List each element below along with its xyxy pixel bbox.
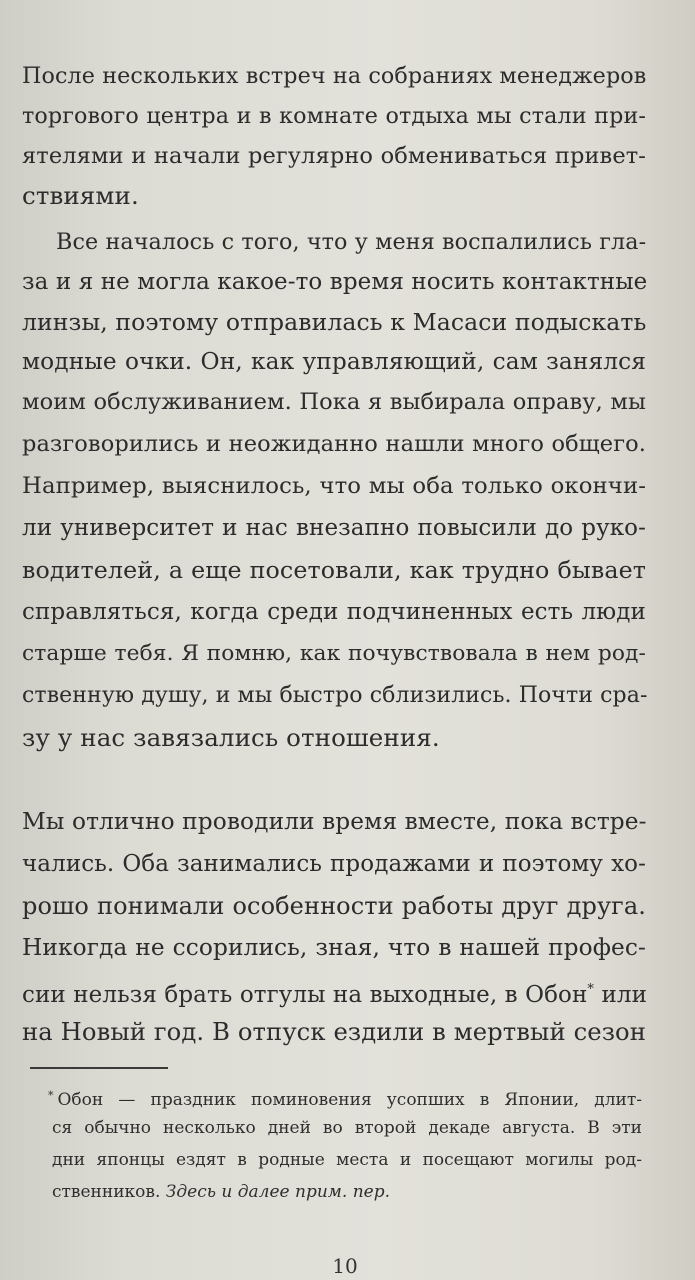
text-line-with-footnote-ref xyxy=(22,970,646,1010)
text-line: Никогда не ссорились, зная, что в нашей профес- xyxy=(22,934,646,961)
page-number: 10 xyxy=(332,1254,358,1278)
text-line: за и я не могла какое-то время носить контактные xyxy=(22,269,648,295)
text-line: ли университет и нас внезапно повысили до руко- xyxy=(22,515,646,541)
text-line: моим обслуживанием. Пока я выбирала оправу, мы xyxy=(22,389,646,415)
text-line: ятелями и начали регулярно обмениваться привет- xyxy=(22,143,646,169)
text-fragment: или xyxy=(594,982,648,1008)
text-line: ствиями. xyxy=(22,181,139,210)
translator-note: Здесь и далее прим. пер. xyxy=(165,1182,390,1202)
text-line: на Новый год. В отпуск ездили в мертвый сезон xyxy=(22,1017,646,1046)
text-line: зу у нас завязались отношения. xyxy=(22,723,440,752)
footnote-marker: * xyxy=(48,1089,54,1102)
text-line: ственную душу, и мы быстро сблизились. Почти сра- xyxy=(22,683,648,708)
text-fragment: сии нельзя брать отгулы на выходные, в Обон xyxy=(22,982,588,1008)
text-line: Все началось с того, что у меня воспалились гла- xyxy=(56,229,647,255)
footnote-divider xyxy=(30,1067,168,1069)
text-line: Например, выяснилось, что мы оба только окончи- xyxy=(22,473,646,499)
text-line: справляться, когда среди подчиненных есть люди xyxy=(22,599,646,625)
footnote-text: Обон — праздник поминовения усопших в Японии, длит- xyxy=(57,1090,642,1110)
text-line: разговорились и неожиданно нашли много общего. xyxy=(22,431,646,457)
text-line: торгового центра и в комнате отдыха мы стали при- xyxy=(22,103,646,129)
text-line: водителей, а еще посетовали, как трудно бывает xyxy=(22,556,646,584)
footnote-line xyxy=(52,1176,642,1208)
text-line: чались. Оба занимались продажами и поэтому хо- xyxy=(22,851,646,877)
footnote-text: ственников. xyxy=(52,1182,166,1202)
footnote-line: ся обычно несколько дней во второй декаде августа. В эти xyxy=(52,1118,642,1138)
text-line: Мы отлично проводили время вместе, пока встре- xyxy=(22,808,647,835)
text-line: линзы, поэтому отправилась к Масаси подыскать xyxy=(22,308,647,336)
text-line: После нескольких встреч на собраниях менеджеров xyxy=(22,63,647,89)
text-line: модные очки. Он, как управляющий, сам занялся xyxy=(22,348,646,375)
text-line: старше тебя. Я помню, как почувствовала в нем род- xyxy=(22,641,646,666)
text-line: рошо понимали особенности работы друг друга. xyxy=(22,892,646,920)
footnote-line xyxy=(48,1080,642,1112)
footnote-reference-marker: * xyxy=(587,982,595,997)
footnote-line: дни японцы ездят в родные места и посещают могилы род- xyxy=(52,1150,642,1170)
